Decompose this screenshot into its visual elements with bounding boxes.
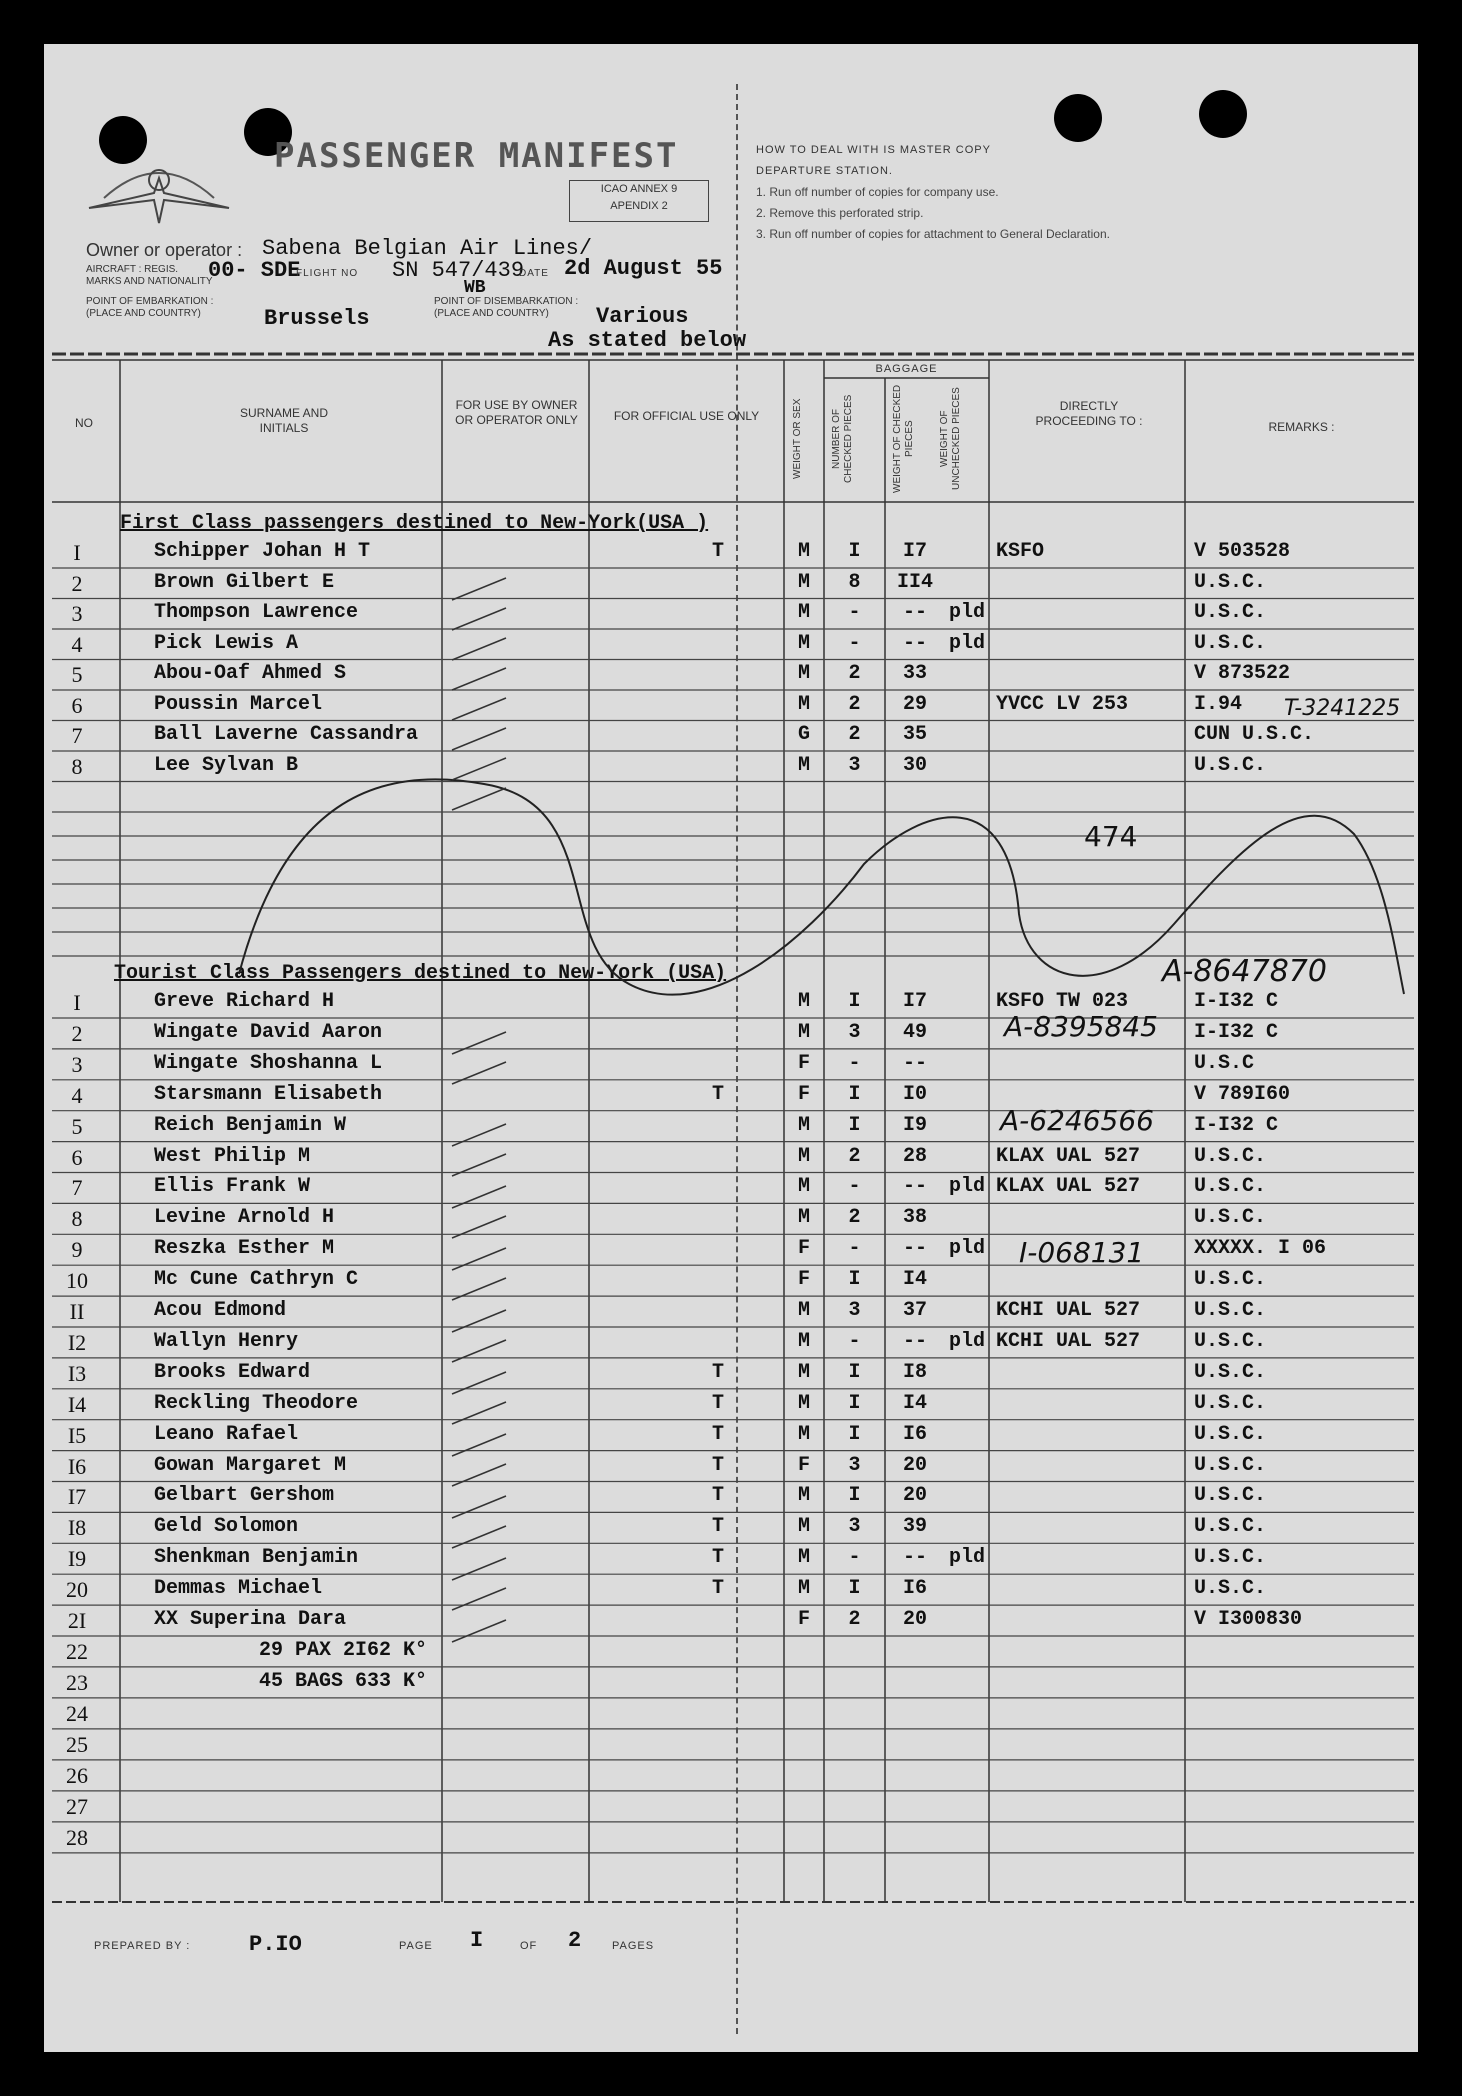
cell-sex: F <box>797 1051 810 1075</box>
cell-no: 26 <box>66 1762 88 1788</box>
cell-no: 27 <box>66 1793 88 1819</box>
cell-no: 5 <box>71 662 83 687</box>
col-num-checked: NUMBER OF CHECKED PIECES <box>831 394 854 484</box>
cell-rem: U.S.C. <box>1194 601 1267 624</box>
handwritten-tick <box>452 728 506 750</box>
cell-off: T <box>712 1515 725 1539</box>
cell-pcs: 3 <box>848 1020 861 1044</box>
cell-sex: M <box>797 692 810 716</box>
cell-no: I3 <box>67 1360 87 1386</box>
handwritten-tick <box>452 1434 506 1456</box>
cell-sex: M <box>797 540 810 563</box>
cell-sex: M <box>797 601 810 624</box>
cell-rem: U.S.C. <box>1194 1206 1267 1230</box>
cell-wt: 29 <box>902 692 927 716</box>
embark-label: POINT OF EMBARKATION : (PLACE AND COUNTRY) <box>86 296 214 319</box>
cell-sex: M <box>797 1113 810 1137</box>
cell-wt: I4 <box>902 1268 927 1292</box>
cell-rem: U.S.C. <box>1194 1453 1267 1477</box>
cell-name: Brown Gilbert E <box>154 570 335 594</box>
cell-name: Poussin Marcel <box>154 692 323 716</box>
cell-sex: M <box>797 990 810 1013</box>
cell-dest: KCHI UAL 527 <box>996 1329 1141 1353</box>
cell-sex: F <box>797 1608 810 1631</box>
flight-label: FLIGHT NO <box>296 268 359 279</box>
cell-dest: KLAX UAL 527 <box>996 1175 1141 1199</box>
cell-wt: -- <box>902 1329 927 1353</box>
col-owner-use: FOR USE BY OWNER OR OPERATOR ONLY <box>455 398 578 427</box>
flight-value: SN 547/439 <box>392 258 525 283</box>
cell-dest: YVCC LV 253 <box>996 692 1129 716</box>
cell-pcs: 3 <box>848 753 861 777</box>
instruction-1: 1. Run off number of copies for company use. <box>756 185 999 199</box>
cell-pcs: I <box>848 1082 861 1106</box>
col-official: FOR OFFICIAL USE ONLY <box>613 409 760 423</box>
cell-rem: U.S.C. <box>1194 1577 1267 1601</box>
disembark-label: POINT OF DISEMBARKATION : (PLACE AND COUNTRY) <box>434 296 579 319</box>
cell-rem: CUN U.S.C. <box>1194 723 1315 746</box>
handwritten-tick <box>452 1248 506 1270</box>
handwritten-remark-6: T-3241225 <box>1284 696 1401 721</box>
pages-label: PAGES <box>612 1940 655 1952</box>
cell-no: II <box>69 1299 85 1324</box>
cell-wt: 20 <box>902 1484 927 1508</box>
of-label: OF <box>520 1940 538 1952</box>
cell-pcs: 2 <box>848 1608 861 1631</box>
cell-wt: 37 <box>902 1299 927 1322</box>
cell-off: T <box>712 1453 725 1477</box>
cell-no: 8 <box>71 1206 83 1232</box>
cell-name: Ball Laverne Cassandra <box>154 723 419 746</box>
cell-wt: 30 <box>902 753 927 777</box>
cell-rem: I-I32 C <box>1194 990 1279 1013</box>
cell-sex: M <box>797 570 810 594</box>
embark-value: Brussels <box>264 306 370 331</box>
cell-wt: -- <box>902 601 927 624</box>
cell-pcs: I <box>848 1422 861 1446</box>
cell-rem: U.S.C. <box>1194 1546 1267 1570</box>
cell-wt: I8 <box>902 1360 927 1384</box>
cell-sex: F <box>797 1082 810 1106</box>
cell-pcs: I <box>848 1391 861 1415</box>
handwritten-tick <box>452 1278 506 1300</box>
cell-wt: -- <box>902 1051 927 1075</box>
cell-pcs: I <box>848 1360 861 1384</box>
col-baggage: BAGGAGE <box>875 363 938 375</box>
cell-rem: U.S.C. <box>1194 1391 1267 1415</box>
instructions-title: HOW TO DEAL WITH IS MASTER COPY <box>756 144 991 156</box>
cell-name: West Philip M <box>154 1144 311 1168</box>
cell-sex: M <box>797 1360 810 1384</box>
cell-sex: M <box>797 1299 810 1322</box>
cell-pcs: 2 <box>848 723 861 746</box>
cell-rem: U.S.C. <box>1194 1144 1267 1168</box>
cell-pcs: 3 <box>848 1299 861 1322</box>
cell-rem: U.S.C. <box>1194 570 1267 594</box>
cell-no: 7 <box>71 723 83 748</box>
disembark-value: Various <box>596 304 689 329</box>
cell-name: Abou-Oaf Ahmed S <box>154 662 347 685</box>
cell-dest: KSFO <box>996 540 1045 563</box>
handwritten-tick <box>452 1620 506 1642</box>
cell-name: Brooks Edward <box>154 1360 311 1384</box>
cell-off: T <box>712 1577 725 1601</box>
cell-wt: 38 <box>902 1206 927 1230</box>
cell-no: I6 <box>67 1453 87 1479</box>
cell-wt: I7 <box>902 540 927 563</box>
cell-sex: M <box>797 1020 810 1044</box>
cell-sex: M <box>797 1422 810 1446</box>
cell-name: Reszka Esther M <box>154 1237 335 1261</box>
cell-wt: 20 <box>902 1453 927 1477</box>
cell-pcs: 2 <box>848 692 861 716</box>
cell-pcs: I <box>848 990 861 1013</box>
of-value: 2 <box>568 1928 582 1953</box>
cell-rem: U.S.C <box>1194 1051 1255 1075</box>
cell-pcs: - <box>848 1175 861 1199</box>
cell-name: Greve Richard H <box>154 990 335 1013</box>
cell-sex: F <box>797 1453 810 1477</box>
cell-no: I8 <box>67 1515 87 1541</box>
cell-no: 6 <box>71 1144 83 1170</box>
cell-name: Wingate David Aaron <box>154 1020 383 1044</box>
icao-line-2: APENDIX 2 <box>610 200 668 212</box>
cell-no: 23 <box>66 1669 88 1695</box>
col-weight-sex: WEIGHT OR SEX <box>792 398 803 480</box>
cell-rem: V 789I60 <box>1194 1082 1291 1106</box>
cell-no: 2 <box>71 570 83 596</box>
cell-sex: M <box>797 1329 810 1353</box>
disembark-value-2: As stated below <box>548 328 747 353</box>
cell-wt: -- <box>902 1546 927 1570</box>
col-proceeding: DIRECTLY PROCEEDING TO : <box>1035 399 1143 428</box>
handwritten-tick <box>452 1526 506 1548</box>
cell-no: I <box>73 990 81 1015</box>
prepared-value: P.IO <box>249 1932 302 1957</box>
cell-no: 28 <box>66 1824 88 1850</box>
cell-pcs: 3 <box>848 1453 861 1477</box>
cell-wt: 28 <box>902 1144 927 1168</box>
owner-label: Owner or operator : <box>86 240 243 260</box>
cell-name: Thompson Lawrence <box>154 601 359 624</box>
cell-dest: KLAX UAL 527 <box>996 1144 1141 1168</box>
cell-off: T <box>712 540 725 563</box>
handwritten-tick <box>452 698 506 720</box>
handwritten-total: 474 <box>1084 820 1138 853</box>
handwritten-tick <box>452 1464 506 1486</box>
cell-sex: M <box>797 1515 810 1539</box>
cell-no: 2 <box>71 1020 83 1046</box>
cell-sex: M <box>797 753 810 777</box>
cell-name: Shenkman Benjamin <box>154 1546 359 1570</box>
cell-name: Wingate Shoshanna L <box>154 1051 383 1075</box>
cell-no: I <box>73 540 81 565</box>
cell-rem: U.S.C. <box>1194 1515 1267 1539</box>
cell-name: Mc Cune Cathryn C <box>154 1268 359 1292</box>
cell-wt: -- <box>902 1175 927 1199</box>
cell-name: Reich Benjamin W <box>154 1113 347 1137</box>
handwritten-tick <box>452 1032 506 1054</box>
cell-sex: F <box>797 1237 810 1261</box>
page-value: I <box>470 1928 484 1953</box>
manifest-sheet <box>44 44 1418 2052</box>
cell-sex: F <box>797 1268 810 1292</box>
cell-wt: -- <box>902 1237 927 1261</box>
aircraft-value: 00- SDE <box>208 258 301 283</box>
cell-no: 20 <box>66 1577 88 1603</box>
cell-name: Gelbart Gershom <box>154 1484 335 1508</box>
cell-off: T <box>712 1484 725 1508</box>
cell-unc: pld <box>948 1237 985 1261</box>
date-label: DATE <box>519 268 549 279</box>
cell-name: Ellis Frank W <box>154 1175 311 1199</box>
cell-dest: KCHI UAL 527 <box>996 1299 1141 1322</box>
handwritten-tick <box>452 1340 506 1362</box>
cell-no: 7 <box>71 1175 83 1201</box>
cell-name: Schipper Johan H T <box>154 540 371 563</box>
cell-name: XX Superina Dara <box>154 1608 347 1631</box>
cell-rem: I-I32 C <box>1194 1113 1279 1137</box>
prepared-label: PREPARED BY : <box>94 1940 191 1952</box>
cell-name: Demmas Michael <box>154 1577 323 1601</box>
cell-no: I4 <box>67 1391 87 1417</box>
col-no: NO <box>75 416 93 430</box>
cell-pcs: I <box>848 1113 861 1137</box>
col-weight-checked: WEIGHT OF CHECKED PIECES <box>892 384 915 494</box>
cell-sex: M <box>797 631 810 655</box>
cell-off: T <box>712 1360 725 1384</box>
cell-name: Lee Sylvan B <box>154 753 299 777</box>
cell-no: 4 <box>71 1082 83 1108</box>
col-surname: SURNAME AND INITIALS <box>239 406 328 435</box>
cell-no: 10 <box>66 1268 88 1294</box>
handwritten-tick <box>452 638 506 660</box>
cell-name: Leano Rafael <box>154 1422 299 1446</box>
cell-rem: I.94 <box>1194 692 1243 716</box>
cell-rem: V I300830 <box>1194 1608 1303 1631</box>
cell-off: T <box>712 1546 725 1570</box>
cell-wt: 39 <box>902 1515 927 1539</box>
cell-name: Pick Lewis A <box>154 631 299 655</box>
handwritten-tick <box>452 668 506 690</box>
cell-no: I2 <box>67 1329 87 1355</box>
cell-no: 3 <box>71 1051 83 1077</box>
instruction-2: 2. Remove this perforated strip. <box>756 206 924 220</box>
cell-rem: U.S.C. <box>1194 1422 1267 1446</box>
cell-no: 3 <box>71 601 83 626</box>
handwritten-tick <box>452 1186 506 1208</box>
page-title: PASSENGER MANIFEST <box>274 136 679 176</box>
handwritten-tourist-2: A-8395845 <box>1004 1010 1158 1043</box>
section-first-class: First Class passengers destined to New-York(USA ) <box>120 512 709 535</box>
cell-total: 29 PAX 2I62 K° <box>259 1638 428 1662</box>
handwritten-tick <box>452 1154 506 1176</box>
cell-no: 25 <box>66 1731 88 1757</box>
cell-unc: pld <box>948 1175 985 1199</box>
cell-rem: U.S.C. <box>1194 631 1267 655</box>
icao-line-1: ICAO ANNEX 9 <box>600 183 678 195</box>
handwritten-tick <box>452 1124 506 1146</box>
handwritten-tick <box>452 1496 506 1518</box>
cell-rem: U.S.C. <box>1194 753 1267 777</box>
cell-no: 24 <box>66 1700 88 1726</box>
handwritten-tick <box>452 758 506 780</box>
cell-sex: M <box>797 1206 810 1230</box>
cell-no: 5 <box>71 1113 83 1139</box>
cell-rem: U.S.C. <box>1194 1268 1267 1292</box>
cell-pcs: 8 <box>848 570 861 594</box>
col-remarks: REMARKS : <box>1268 420 1335 434</box>
cell-off: T <box>712 1082 725 1106</box>
cell-no: 9 <box>71 1237 83 1263</box>
handwritten-tick <box>452 608 506 630</box>
cell-wt: I4 <box>902 1391 927 1415</box>
page-label: PAGE <box>399 1940 433 1952</box>
cell-no: 6 <box>71 692 83 718</box>
cell-pcs: 2 <box>848 1206 861 1230</box>
cell-rem: U.S.C. <box>1194 1484 1267 1508</box>
cell-rem: V 503528 <box>1194 540 1291 563</box>
cell-sex: M <box>797 1175 810 1199</box>
cell-unc: pld <box>948 1329 985 1353</box>
cell-wt: 20 <box>902 1608 927 1631</box>
cell-wt: I0 <box>902 1082 927 1106</box>
cell-pcs: I <box>848 1268 861 1292</box>
cell-pcs: - <box>848 1237 861 1261</box>
cell-total: 45 BAGS 633 K° <box>259 1669 428 1693</box>
cell-no: 8 <box>71 753 83 779</box>
cell-rem: U.S.C. <box>1194 1299 1267 1322</box>
cell-off: T <box>712 1422 725 1446</box>
col-weight-unchecked: WEIGHT OF UNCHECKED PIECES <box>939 387 962 491</box>
cell-wt: 49 <box>902 1020 927 1044</box>
cell-pcs: I <box>848 1484 861 1508</box>
cell-rem: XXXXX. I 06 <box>1194 1237 1327 1261</box>
cell-rem: U.S.C. <box>1194 1360 1267 1384</box>
cell-wt: -- <box>902 631 927 655</box>
cell-off: T <box>712 1391 725 1415</box>
handwritten-tick <box>452 1062 506 1084</box>
cell-name: Levine Arnold H <box>154 1206 335 1230</box>
cell-rem: V 873522 <box>1194 662 1291 685</box>
cell-pcs: - <box>848 601 861 624</box>
cell-pcs: - <box>848 1329 861 1353</box>
handwritten-tick <box>452 1310 506 1332</box>
handwritten-tourist-5: A-6246566 <box>1000 1104 1154 1137</box>
cell-wt: II4 <box>896 570 933 594</box>
cell-no: 4 <box>71 631 83 657</box>
handwritten-tourist-1: A-8647870 <box>1162 954 1327 989</box>
section-tourist-class: Tourist Class Passengers destined to New-York (USA) <box>114 962 727 985</box>
cell-sex: M <box>797 1144 810 1168</box>
cell-name: Starsmann Elisabeth <box>154 1082 383 1106</box>
cell-wt: 35 <box>902 723 927 746</box>
owner-value: Sabena Belgian Air Lines/ <box>262 236 593 261</box>
cell-no: I9 <box>67 1546 87 1572</box>
cell-unc: pld <box>948 631 985 655</box>
cell-name: Geld Solomon <box>154 1515 299 1539</box>
cell-no: 22 <box>66 1638 88 1664</box>
cell-sex: M <box>797 1484 810 1508</box>
cell-pcs: 2 <box>848 662 861 685</box>
handwritten-tourist-9: I-068131 <box>1019 1236 1145 1269</box>
cell-wt: I7 <box>902 990 927 1013</box>
cell-no: 2I <box>67 1608 87 1633</box>
cell-pcs: 3 <box>848 1515 861 1539</box>
cell-wt: 33 <box>902 662 927 685</box>
instruction-3: 3. Run off number of copies for attachment to General Declaration. <box>756 227 1110 241</box>
cell-pcs: 2 <box>848 1144 861 1168</box>
handwritten-strokes <box>44 44 1418 2052</box>
flight-sub: WB <box>464 278 486 298</box>
cell-wt: I6 <box>902 1577 927 1601</box>
handwritten-tick <box>452 1588 506 1610</box>
cell-pcs: I <box>848 540 861 563</box>
cell-unc: pld <box>948 1546 985 1570</box>
cell-name: Reckling Theodore <box>154 1391 359 1415</box>
handwritten-tick <box>452 578 506 600</box>
cell-sex: M <box>797 662 810 685</box>
cell-no: I7 <box>67 1484 87 1510</box>
handwritten-tick <box>452 1558 506 1580</box>
cell-sex: M <box>797 1391 810 1415</box>
instructions-sub: DEPARTURE STATION. <box>756 165 893 177</box>
cell-name: Wallyn Henry <box>154 1329 299 1353</box>
handwritten-tick <box>452 788 506 810</box>
cell-sex: M <box>797 1546 810 1570</box>
cell-no: I5 <box>67 1422 87 1448</box>
handwritten-tick <box>452 1372 506 1394</box>
date-value: 2d August 55 <box>564 256 723 281</box>
cell-wt: I9 <box>902 1113 927 1137</box>
cell-pcs: - <box>848 631 861 655</box>
cell-dest: KSFO TW 023 <box>996 990 1129 1013</box>
cell-sex: G <box>797 723 810 746</box>
cell-name: Gowan Margaret M <box>154 1453 347 1477</box>
cell-pcs: - <box>848 1546 861 1570</box>
cell-rem: I-I32 C <box>1194 1020 1279 1044</box>
handwritten-tick <box>452 1216 506 1238</box>
cell-pcs: - <box>848 1051 861 1075</box>
cell-wt: I6 <box>902 1422 927 1446</box>
handwritten-tick <box>452 1402 506 1424</box>
cell-rem: U.S.C. <box>1194 1329 1267 1353</box>
cell-sex: M <box>797 1577 810 1601</box>
cell-unc: pld <box>948 601 985 624</box>
cell-pcs: I <box>848 1577 861 1601</box>
aircraft-label: AIRCRAFT : REGIS. MARKS AND NATIONALITY <box>86 264 213 287</box>
cell-name: Acou Edmond <box>154 1299 287 1322</box>
cell-rem: U.S.C. <box>1194 1175 1267 1199</box>
